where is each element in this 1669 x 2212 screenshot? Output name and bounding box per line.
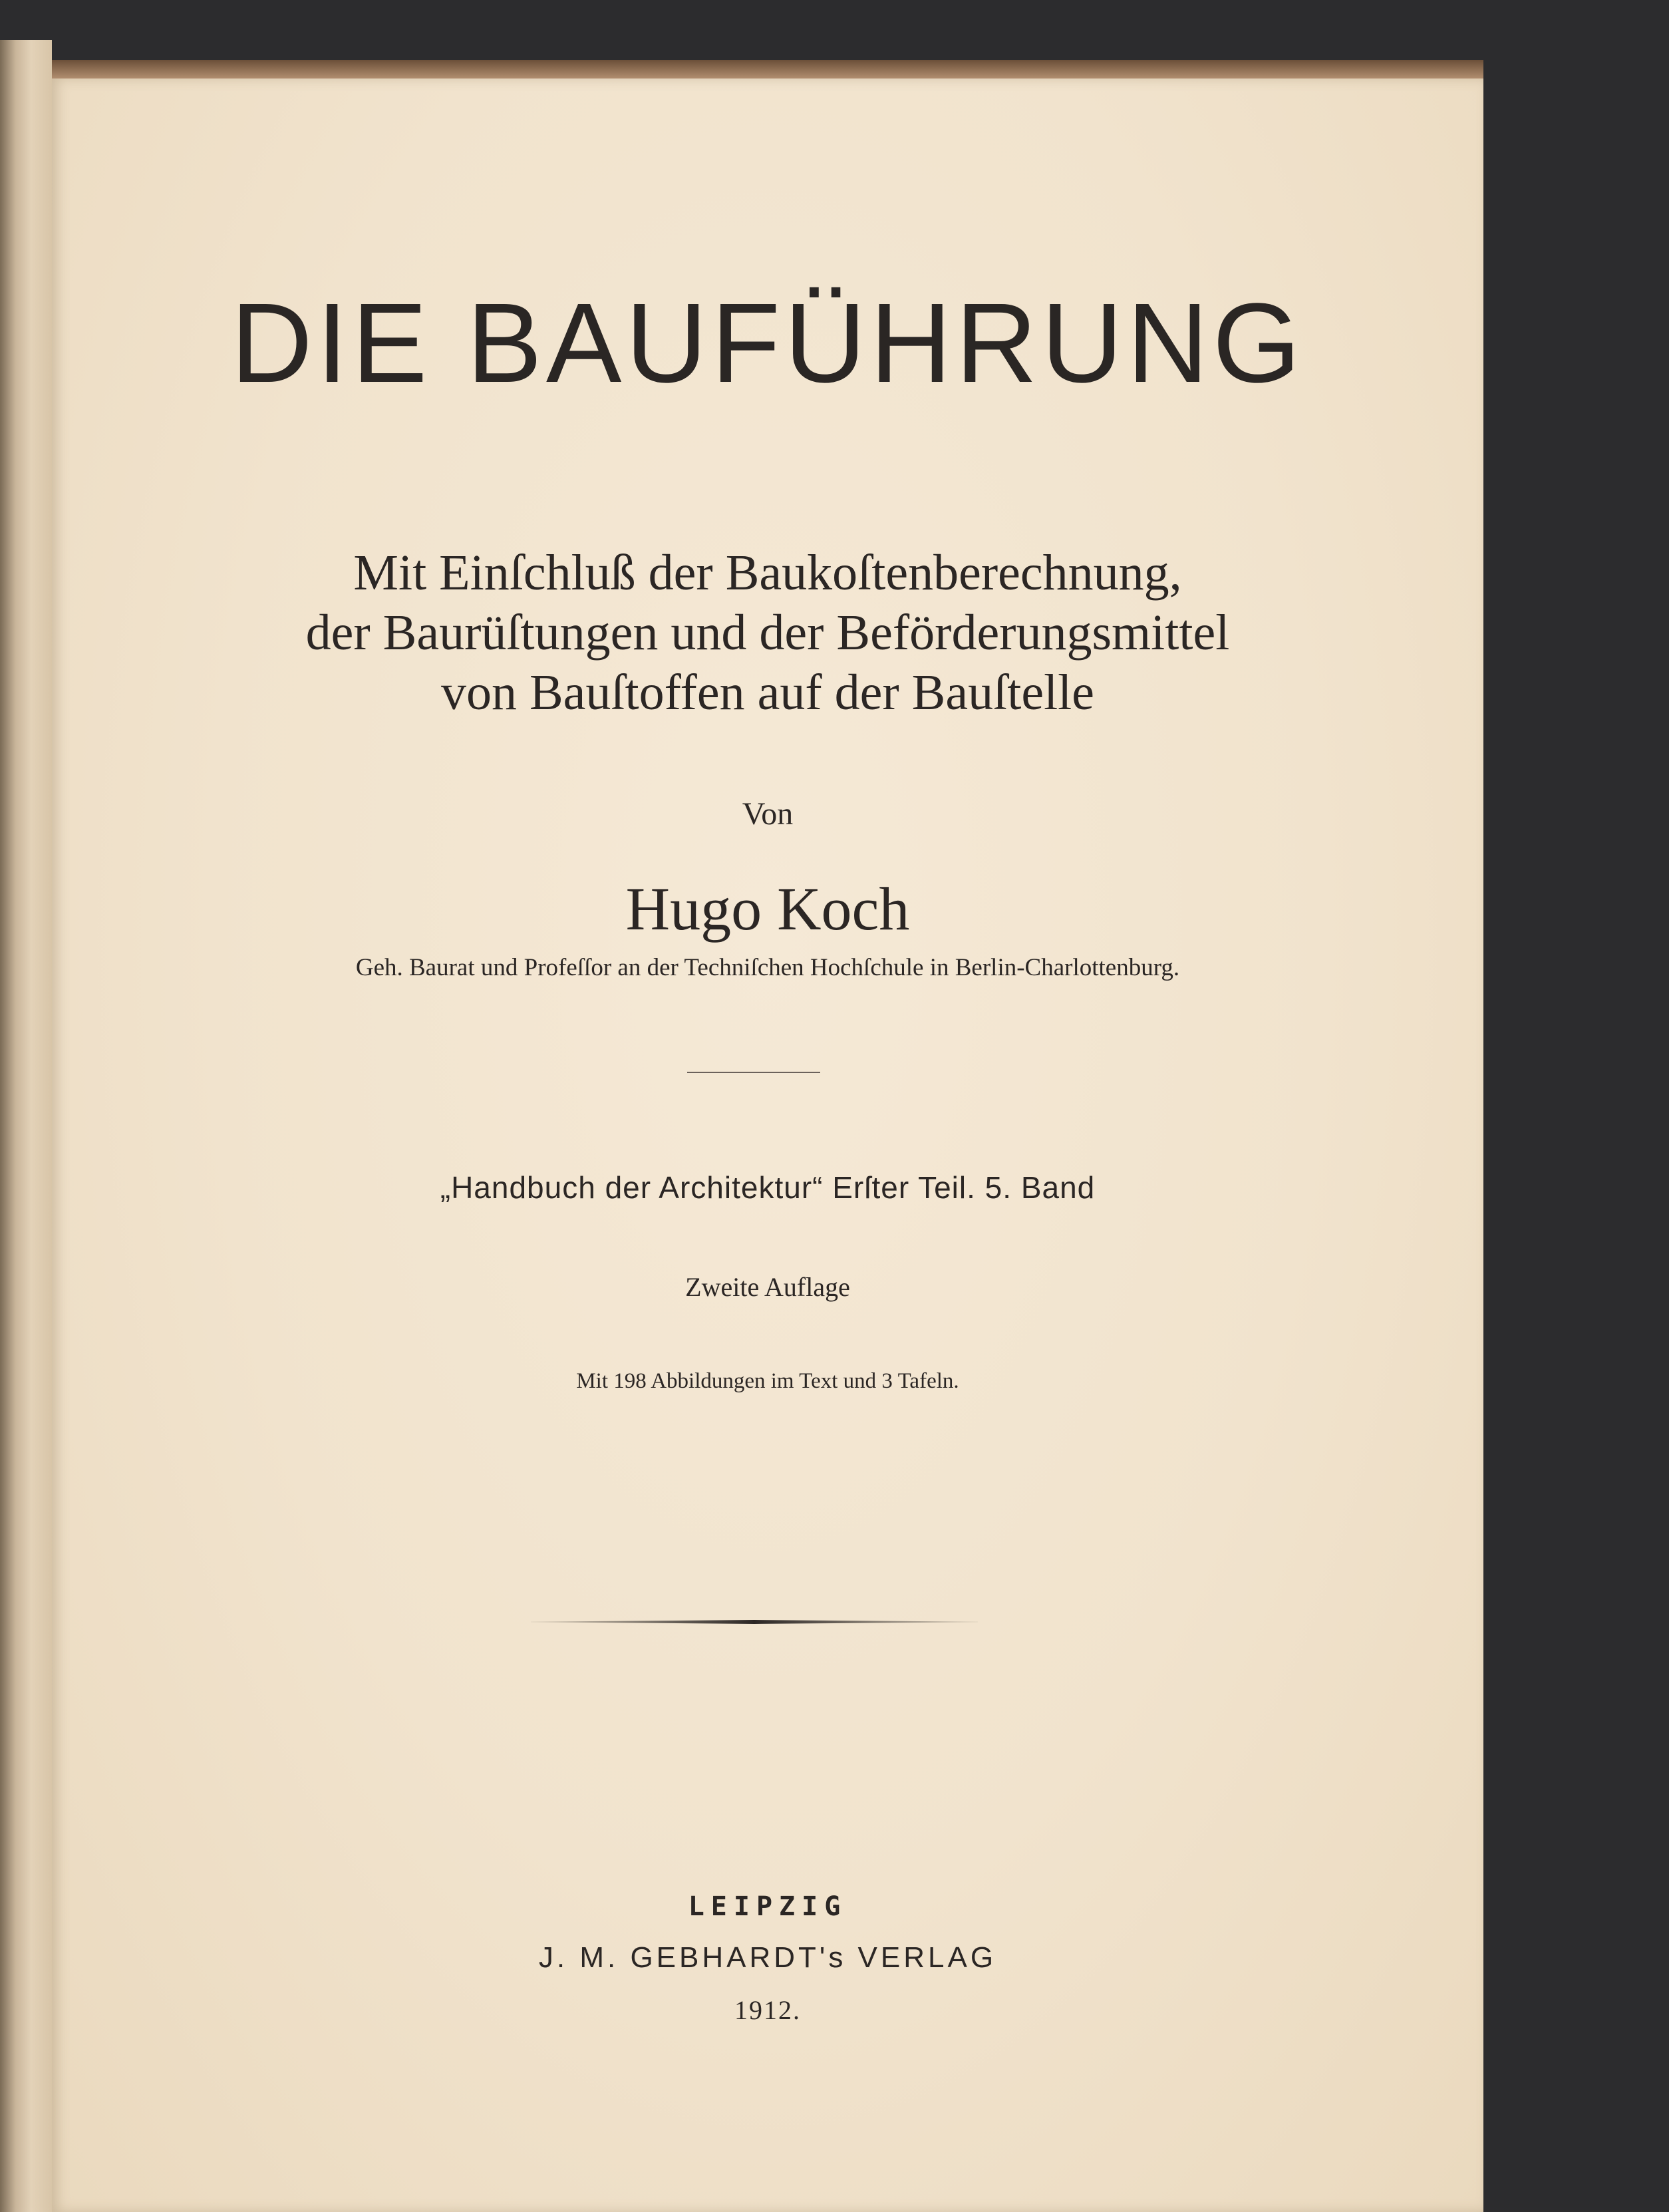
short-divider-rule [687, 1072, 820, 1073]
title-page [52, 79, 1483, 2212]
subtitle-line-3: von Bauſtoffen auf der Bauſtelle [440, 665, 1095, 720]
ornamental-divider-rule [531, 1620, 978, 1624]
edition-note: Zweite Auflage [685, 1272, 850, 1302]
subtitle-line-2: der Baurüſtungen und der Beförderungsmittel [305, 605, 1230, 661]
book-title: DIE BAUFÜHRUNG [230, 280, 1305, 406]
series-note: „Handbuch der Architektur“ Erſter Teil. 5. Band [440, 1170, 1096, 1205]
author-name: Hugo Koch [625, 875, 910, 943]
imprint-publisher: J. M. GEBHARDT's VERLAG [538, 1941, 997, 1974]
cover-top-edge [0, 60, 1483, 80]
by-label: Von [742, 796, 794, 832]
imprint-city: LEIPZIG [688, 1891, 847, 1922]
subtitle-line-1: Mit Einſchluß der Baukoſtenberechnung, [353, 545, 1182, 601]
imprint-year: 1912. [734, 1995, 801, 2025]
author-affiliation: Geh. Baurat und Profeſſor an der Techniſchen Hochſchule in Berlin-Charlottenburg. [355, 954, 1180, 981]
illustrations-note: Mit 198 Abbildungen im Text und 3 Tafeln. [576, 1369, 959, 1393]
binding-edge [0, 40, 52, 2212]
